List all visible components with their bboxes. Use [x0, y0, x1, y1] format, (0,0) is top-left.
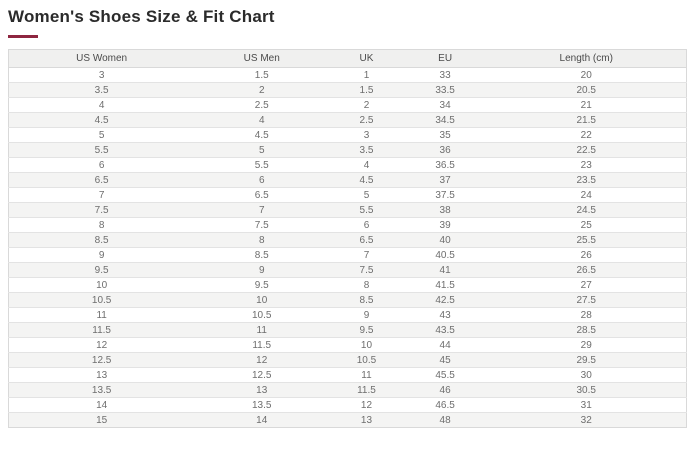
table-cell: 41.5: [404, 278, 487, 293]
table-row: [9, 83, 687, 98]
table-row: [9, 368, 687, 383]
table-cell: 25.5: [486, 233, 686, 248]
table-cell: 7.5: [329, 263, 404, 278]
table-cell: 8: [194, 233, 329, 248]
table-cell: 23.5: [486, 173, 686, 188]
table-cell: 12.5: [9, 353, 195, 368]
table-cell: 12: [194, 353, 329, 368]
table-cell: 3.5: [9, 83, 195, 98]
table-cell: 4.5: [329, 173, 404, 188]
table-cell: 8.5: [9, 233, 195, 248]
table-cell: 4: [9, 98, 195, 113]
table-cell: 42.5: [404, 293, 487, 308]
table-cell: 30.5: [486, 383, 686, 398]
table-cell: 40: [404, 233, 487, 248]
table-cell: 39: [404, 218, 487, 233]
table-cell: 13.5: [194, 398, 329, 413]
table-cell: 6.5: [329, 233, 404, 248]
table-cell: 8: [329, 278, 404, 293]
table-cell: 40.5: [404, 248, 487, 263]
table-cell: 11.5: [194, 338, 329, 353]
table-cell: 13: [329, 413, 404, 428]
table-cell: 12.5: [194, 368, 329, 383]
table-cell: 11: [9, 308, 195, 323]
table-cell: 36: [404, 143, 487, 158]
table-cell: 10.5: [9, 293, 195, 308]
table-cell: 5: [194, 143, 329, 158]
table-cell: 3.5: [329, 143, 404, 158]
table-cell: 10: [194, 293, 329, 308]
table-row: [9, 353, 687, 368]
table-cell: 29: [486, 338, 686, 353]
table-cell: 26.5: [486, 263, 686, 278]
table-row: [9, 338, 687, 353]
table-cell: 45.5: [404, 368, 487, 383]
title-underline: [8, 35, 38, 38]
table-cell: 9.5: [329, 323, 404, 338]
table-cell: 14: [194, 413, 329, 428]
table-cell: 13: [194, 383, 329, 398]
table-cell: 11.5: [329, 383, 404, 398]
table-cell: 22: [486, 128, 686, 143]
table-row: [9, 173, 687, 188]
table-cell: 41: [404, 263, 487, 278]
table-cell: 26: [486, 248, 686, 263]
table-cell: 32: [486, 413, 686, 428]
table-cell: 27.5: [486, 293, 686, 308]
table-cell: 5.5: [9, 143, 195, 158]
table-cell: 37: [404, 173, 487, 188]
table-cell: 2.5: [194, 98, 329, 113]
table-row: [9, 293, 687, 308]
table-cell: 5: [329, 188, 404, 203]
table-cell: 13.5: [9, 383, 195, 398]
table-cell: 9: [194, 263, 329, 278]
table-cell: 20.5: [486, 83, 686, 98]
table-cell: 46.5: [404, 398, 487, 413]
table-cell: 36.5: [404, 158, 487, 173]
column-header: US Women: [9, 50, 195, 68]
table-cell: 28.5: [486, 323, 686, 338]
column-header: UK: [329, 50, 404, 68]
table-cell: 10: [329, 338, 404, 353]
table-row: [9, 143, 687, 158]
table-cell: 21.5: [486, 113, 686, 128]
table-cell: 35: [404, 128, 487, 143]
table-cell: 7: [194, 203, 329, 218]
table-cell: 38: [404, 203, 487, 218]
table-cell: 8.5: [194, 248, 329, 263]
table-cell: 24.5: [486, 203, 686, 218]
table-cell: 34.5: [404, 113, 487, 128]
table-row: [9, 413, 687, 428]
table-row: [9, 233, 687, 248]
table-cell: 4.5: [194, 128, 329, 143]
table-cell: 9.5: [9, 263, 195, 278]
table-cell: 1: [329, 68, 404, 83]
table-cell: 37.5: [404, 188, 487, 203]
table-cell: 27: [486, 278, 686, 293]
table-cell: 43: [404, 308, 487, 323]
table-cell: 5.5: [329, 203, 404, 218]
table-cell: 4: [194, 113, 329, 128]
table-cell: 2: [329, 98, 404, 113]
table-header-row: [9, 50, 687, 68]
table-row: [9, 383, 687, 398]
column-header: EU: [404, 50, 487, 68]
table-row: [9, 68, 687, 83]
table-cell: 34: [404, 98, 487, 113]
table-cell: 5: [9, 128, 195, 143]
table-cell: 12: [329, 398, 404, 413]
table-cell: 12: [9, 338, 195, 353]
table-cell: 3: [9, 68, 195, 83]
table-cell: 43.5: [404, 323, 487, 338]
table-cell: 7: [329, 248, 404, 263]
table-cell: 6: [329, 218, 404, 233]
table-body: [9, 68, 687, 428]
table-cell: 6: [9, 158, 195, 173]
table-cell: 33: [404, 68, 487, 83]
table-cell: 22.5: [486, 143, 686, 158]
table-row: [9, 263, 687, 278]
table-cell: 15: [9, 413, 195, 428]
table-row: [9, 278, 687, 293]
table-cell: 45: [404, 353, 487, 368]
table-cell: 5.5: [194, 158, 329, 173]
table-cell: 1.5: [194, 68, 329, 83]
table-cell: 2: [194, 83, 329, 98]
table-cell: 29.5: [486, 353, 686, 368]
table-cell: 23: [486, 158, 686, 173]
table-cell: 6: [194, 173, 329, 188]
table-cell: 1.5: [329, 83, 404, 98]
table-cell: 9: [9, 248, 195, 263]
table-cell: 46: [404, 383, 487, 398]
table-cell: 8.5: [329, 293, 404, 308]
table-row: [9, 248, 687, 263]
table-cell: 11: [194, 323, 329, 338]
table-cell: 24: [486, 188, 686, 203]
table-cell: 9.5: [194, 278, 329, 293]
table-cell: 31: [486, 398, 686, 413]
table-cell: 14: [9, 398, 195, 413]
table-cell: 28: [486, 308, 686, 323]
table-row: [9, 113, 687, 128]
table-cell: 21: [486, 98, 686, 113]
table-cell: 6.5: [194, 188, 329, 203]
table-row: [9, 158, 687, 173]
table-cell: 7: [9, 188, 195, 203]
table-header: [9, 50, 687, 68]
table-cell: 6.5: [9, 173, 195, 188]
table-cell: 4: [329, 158, 404, 173]
size-fit-table: [8, 49, 687, 428]
table-row: [9, 398, 687, 413]
table-cell: 11: [329, 368, 404, 383]
table-cell: 2.5: [329, 113, 404, 128]
table-row: [9, 98, 687, 113]
table-row: [9, 128, 687, 143]
table-cell: 44: [404, 338, 487, 353]
table-row: [9, 218, 687, 233]
table-cell: 4.5: [9, 113, 195, 128]
table-cell: 10.5: [329, 353, 404, 368]
table-cell: 25: [486, 218, 686, 233]
table-cell: 3: [329, 128, 404, 143]
table-cell: 13: [9, 368, 195, 383]
table-cell: 9: [329, 308, 404, 323]
table-cell: 10.5: [194, 308, 329, 323]
page-title: Women's Shoes Size & Fit Chart: [8, 7, 275, 26]
table-row: [9, 308, 687, 323]
table-cell: 7.5: [194, 218, 329, 233]
table-cell: 20: [486, 68, 686, 83]
table-cell: 48: [404, 413, 487, 428]
table-cell: 10: [9, 278, 195, 293]
table-cell: 30: [486, 368, 686, 383]
column-header: Length (cm): [486, 50, 686, 68]
table-row: [9, 188, 687, 203]
table-cell: 8: [9, 218, 195, 233]
table-cell: 11.5: [9, 323, 195, 338]
column-header: US Men: [194, 50, 329, 68]
table-row: [9, 203, 687, 218]
table-row: [9, 323, 687, 338]
table-cell: 33.5: [404, 83, 487, 98]
table-cell: 7.5: [9, 203, 195, 218]
